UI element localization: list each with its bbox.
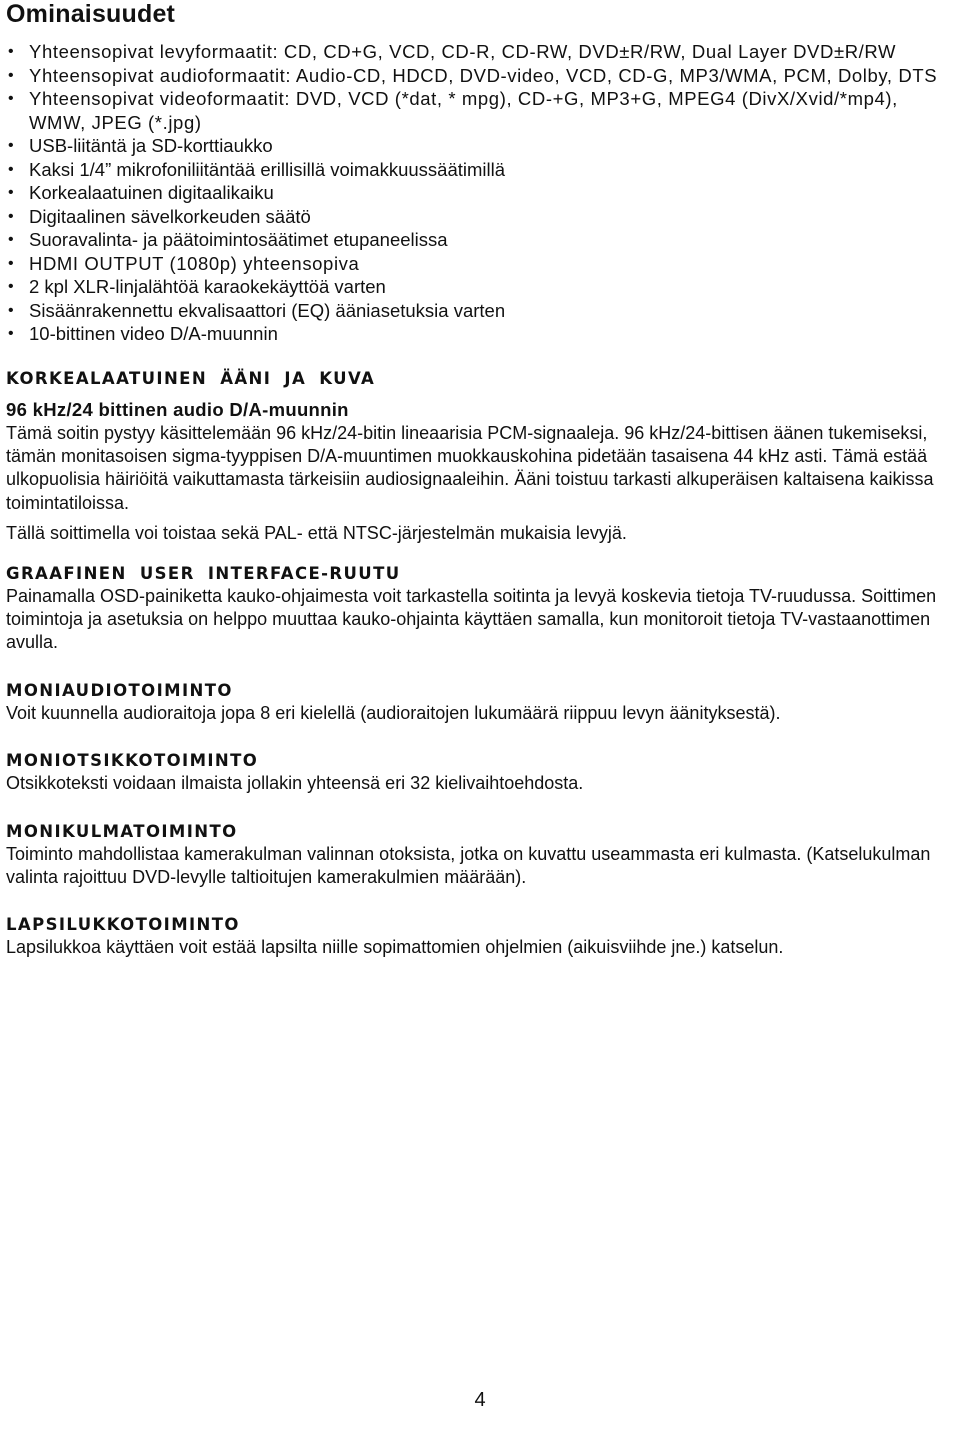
section-gui (6, 563, 956, 655)
section-paragraph: Toiminto mahdollistaa kamerakulman valinnan otoksista, jotka on kuvattu useammasta eri kulmasta. (Katselukulman valinta rajoittuu DVD-levylle taltioitujen kamerakulmien määrään). (6, 843, 931, 887)
feature-item: • Korkealaatuinen digitaalikaiku (6, 181, 956, 205)
section-heading: KORKEALAATUINEN ÄÄNI JA KUVA (6, 368, 376, 388)
feature-item: • Sisäänrakennettu ekvalisaattori (EQ) ääniasetuksia varten (6, 299, 956, 323)
feature-item: • Suoravalinta- ja päätoimintosäätimet etupaneelissa (6, 228, 956, 252)
section-heading: LAPSILUKKOTOIMINTO (6, 915, 240, 935)
feature-list (6, 40, 956, 346)
section-multi-angle (6, 821, 956, 890)
feature-item: • 10-bittinen video D/A-muunnin (6, 322, 956, 346)
page-number: 4 (474, 1389, 486, 1411)
section-multi-audio (6, 680, 956, 725)
feature-item: • USB-liitäntä ja SD-korttiaukko (6, 134, 956, 158)
section-subheading: 96 kHz/24 bittinen audio D/A-muunnin (6, 398, 349, 420)
section-paragraph: Lapsilukkoa käyttäen voit estää lapsilta niille sopimattomien ohjelmien (aikuisviihde jne.) katselun. (6, 937, 784, 958)
feature-item: • Kaksi 1/4” mikrofoniliitäntää erillisillä voimakkuussäätimillä (6, 158, 956, 182)
section-heading: MONIAUDIOTOIMINTO (6, 680, 233, 700)
feature-item: • 2 kpl XLR-linjalähtöä karaokekäyttöä varten (6, 275, 956, 299)
section-paragraph: Tämä soitin pystyy käsittelemään 96 kHz/24-bitin lineaarisia PCM-signaaleja. 96 kHz/24-bittisen äänen tukemiseksi, tämän monitasoisen sigma-tyyppisen D/A-muuntimen muokkauskohina pidetään tasaisena 44 kHz asti. Tämä estää ulkopuolisia häiriöitä vaikuttamasta tärkeisiin audiosignaaleihin. Ääni toistuu tarkasti alkuperäisen kaltaisena kaikissa toimintatiloissa. (6, 422, 934, 513)
section-paragraph: Tällä soittimella voi toistaa sekä PAL- että NTSC-järjestelmän mukaisia levyjä. (6, 523, 627, 544)
section-quality (6, 368, 956, 546)
feature-item: • HDMI OUTPUT (1080p) yhteensopiva (6, 252, 956, 276)
feature-item: • Yhteensopivat videoformaatit: DVD, VCD (*dat, * mpg), CD-+G, MP3+G, MPEG4 (DivX/Xvid/*mp4), WMW, JPEG (*.jpg) (6, 87, 956, 134)
page-title: Ominaisuudet (6, 0, 176, 28)
section-paragraph: Painamalla OSD-painiketta kauko-ohjaimesta voit tarkastella soitinta ja levyä koskevia tietoja TV-ruudussa. Soittimen toimintoja ja asetuksia on helppo muuttaa kauko-ohjainta käyttäen samalla, kun monitoroit tietoja TV-vastaanottimen avulla. (6, 585, 937, 653)
section-heading: MONIKULMATOIMINTO (6, 821, 238, 841)
section-heading: MONIOTSIKKOTOIMINTO (6, 751, 259, 771)
section-paragraph: Otsikkoteksti voidaan ilmaista jollakin yhteensä eri 32 kielivaihtoehdosta. (6, 773, 584, 794)
feature-item: • Yhteensopivat levyformaatit: CD, CD+G, VCD, CD-R, CD-RW, DVD±R/RW, Dual Layer DVD±R/RW (6, 40, 956, 64)
feature-item: • Digitaalinen sävelkorkeuden säätö (6, 205, 956, 229)
section-paragraph: Voit kuunnella audioraitoja jopa 8 eri kielellä (audioraitojen lukumäärä riippuu levyn äänityksestä). (6, 702, 781, 723)
section-multi-subtitle (6, 750, 956, 795)
section-parental-lock (6, 914, 956, 959)
feature-item: • Yhteensopivat audioformaatit: Audio-CD, HDCD, DVD-video, VCD, CD-G, MP3/WMA, PCM, Dolby, DTS (6, 64, 956, 88)
section-heading: GRAAFINEN USER INTERFACE-RUUTU (6, 563, 401, 583)
